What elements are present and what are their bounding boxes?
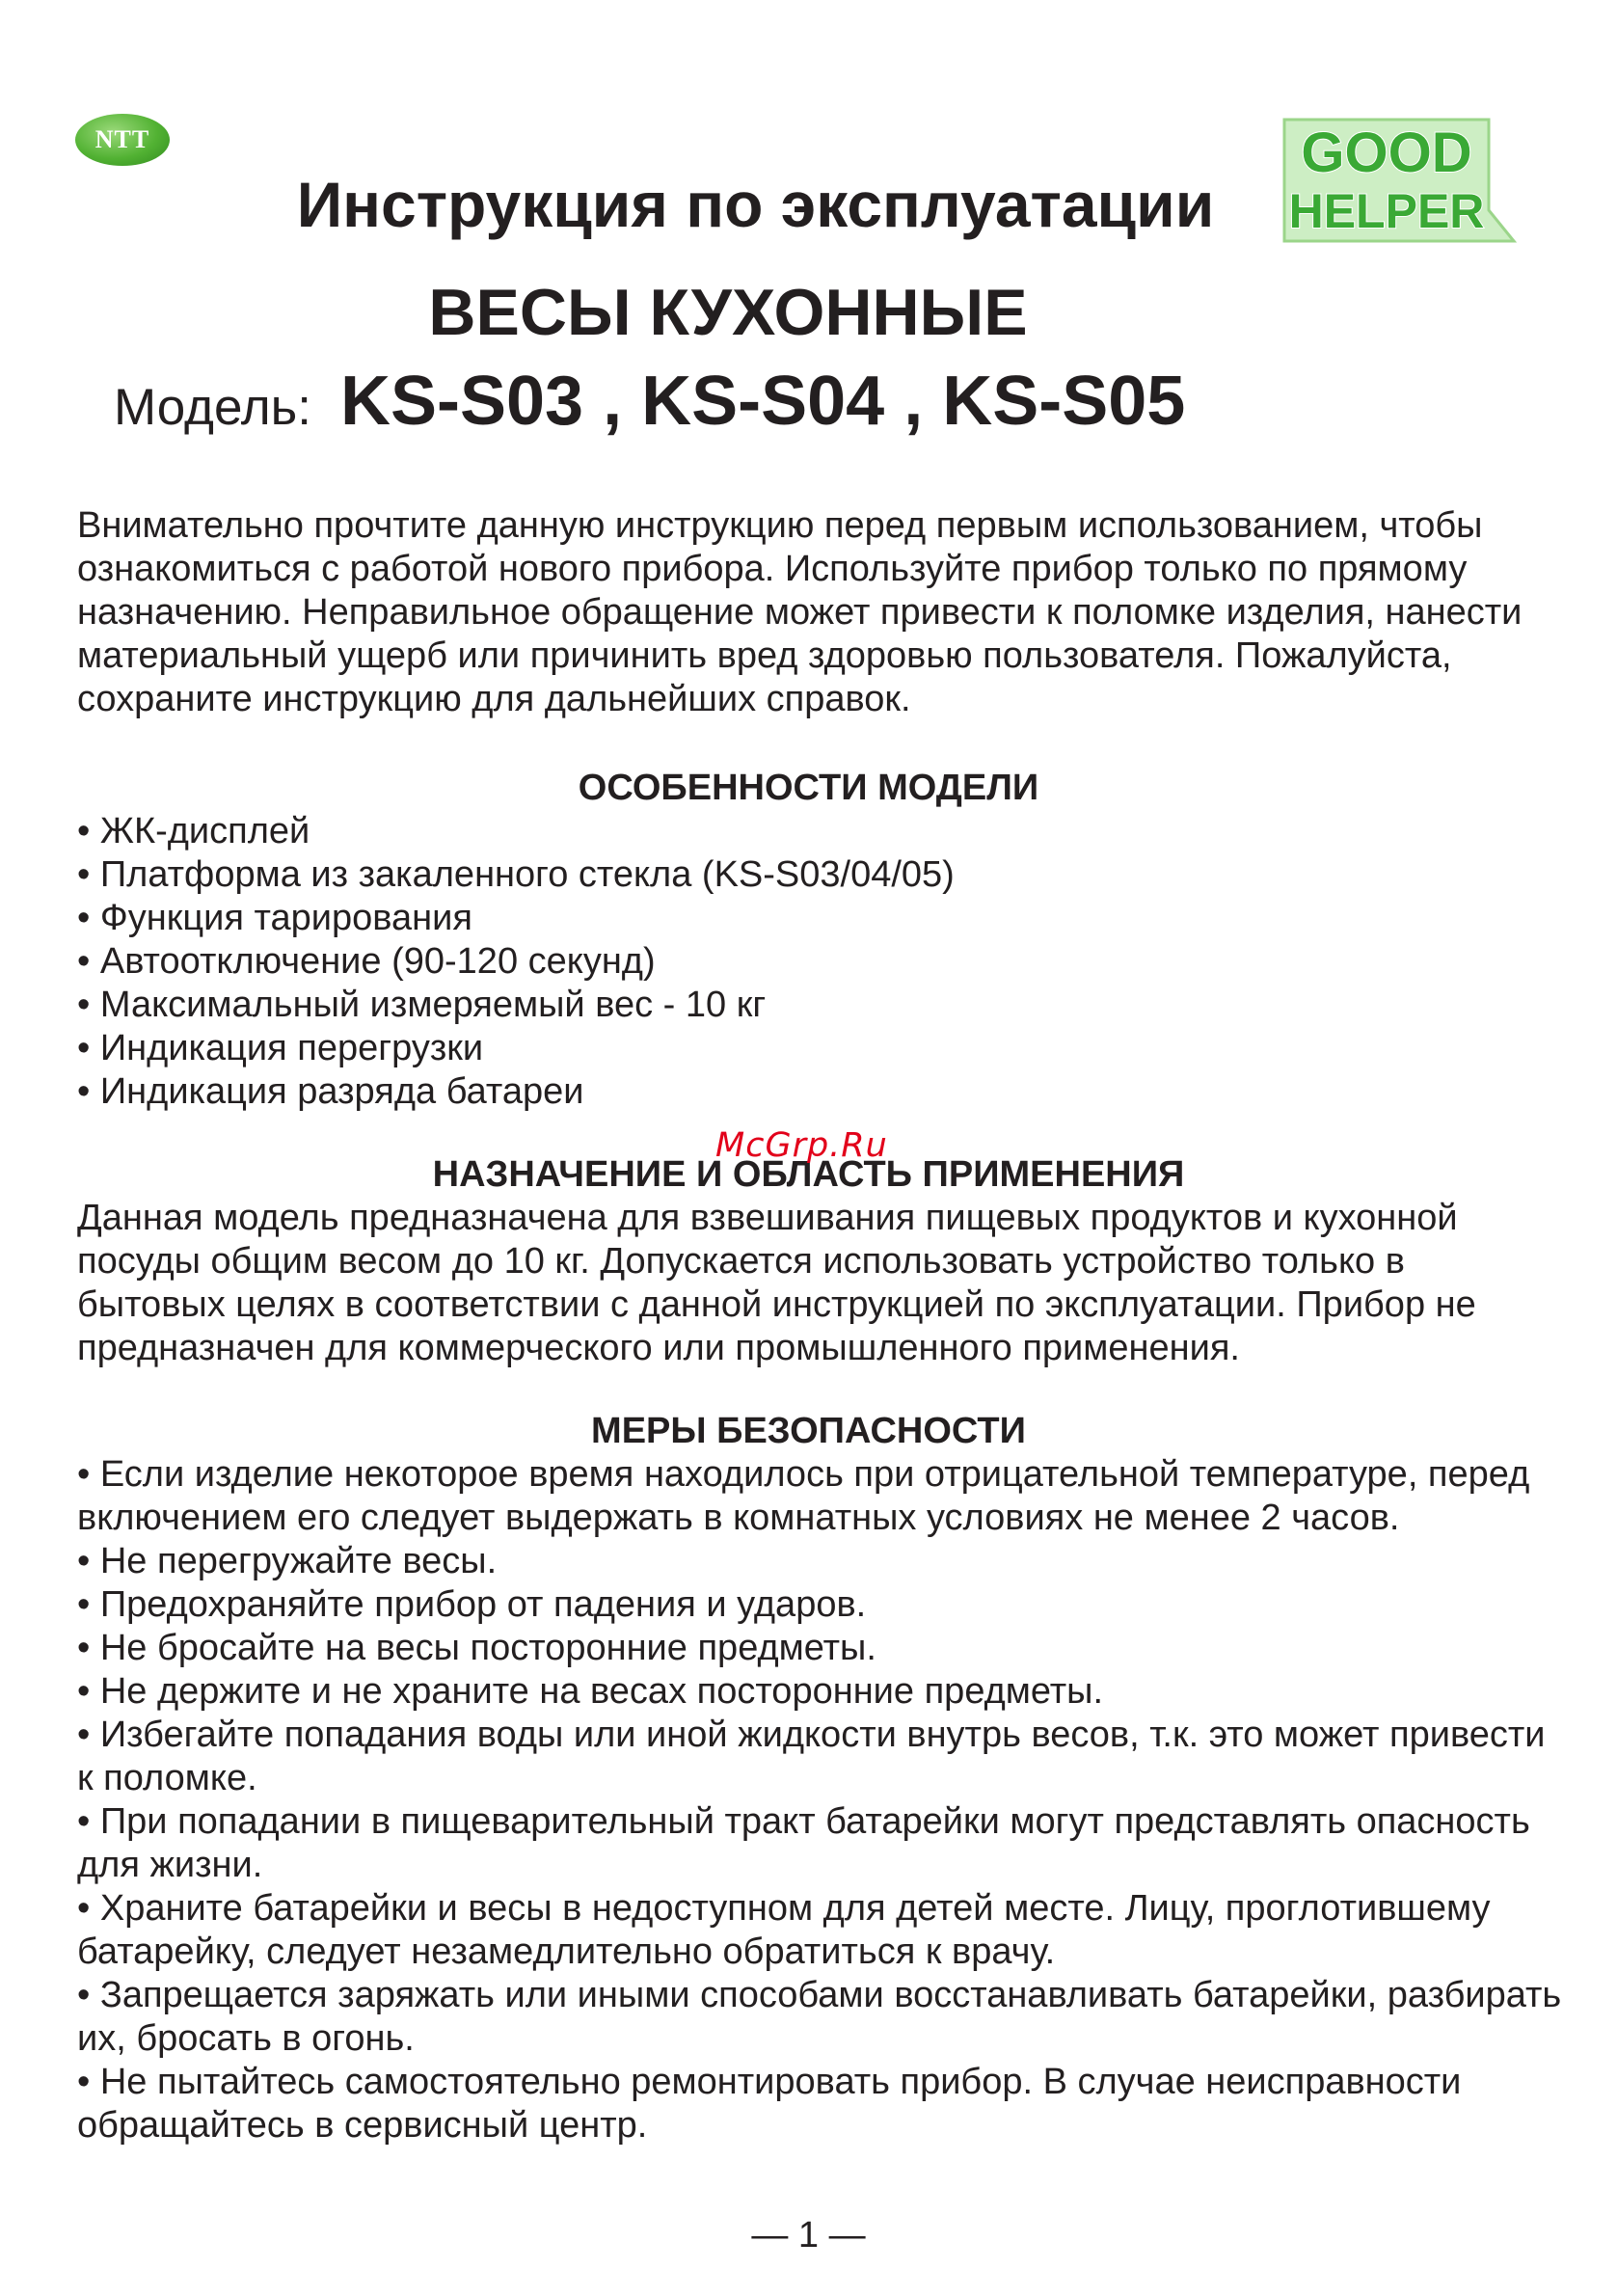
safety-item: • Предохраняйте прибор от падения и ударов. [77, 1584, 867, 1625]
purpose-heading: НАЗНАЧЕНИЕ И ОБЛАСТЬ ПРИМЕНЕНИЯ [432, 1154, 1185, 1195]
safety-item: • Храните батарейки и весы в недоступном для детей месте. Лицу, проглотившему батарейку, следует незамедлительно обратиться к врачу. [77, 1888, 1491, 1972]
feature-item: • Максимальный измеряемый вес - 10 кг [77, 985, 767, 1025]
feature-item: • ЖК-дисплей [77, 811, 310, 851]
safety-item: • Если изделие некоторое время находилось при отрицательной температуре, перед включением его следует выдержать в комнатных условиях не менее 2 часов. [77, 1454, 1530, 1538]
safety-item: • Не держите и не храните на весах посторонние предметы. [77, 1671, 1104, 1712]
feature-item: • Индикация перегрузки [77, 1028, 484, 1068]
safety-item: • Не пытайтесь самостоятельно ремонтировать прибор. В случае неисправности обращайтесь в сервисный центр. [77, 2062, 1462, 2146]
model-value: KS-S03 , KS-S04 , KS-S05 [339, 363, 1186, 440]
intro-paragraph: Внимательно прочтите данную инструкцию перед первым использованием, чтобы ознакомиться с работой нового прибора. Используйте прибор только по прямому назначению. Неправильное обращение может привести к поломке изделия, нанести материальный ущерб или причинить вред здоровью пользователя. Пожалуйста, сохраните инструкцию для дальнейших справок. [77, 505, 1523, 719]
safety-item: • При попадании в пищеварительный тракт батарейки могут представлять опасность для жизни. [77, 1801, 1530, 1885]
safety-item: • Запрещается заряжать или иными способами восстанавливать батарейки, разбирать их, бросать в огонь. [77, 1975, 1562, 2059]
document-title: Инструкция по эксплуатации [296, 169, 1215, 240]
feature-item: • Платформа из закаленного стекла (KS-S03/04/05) [77, 854, 955, 895]
safety-item: • Не перегружайте весы. [77, 1541, 498, 1581]
ntt-logo-text: NTT [94, 125, 150, 153]
safety-item: • Избегайте попадания воды или иной жидкости внутрь весов, т.к. это может привести к поломке. [77, 1715, 1546, 1798]
feature-item: • Функция тарирования [77, 898, 472, 938]
brand-line-2: HELPER [1288, 184, 1485, 238]
page-number: — 1 — [751, 2215, 866, 2255]
product-title: ВЕСЫ КУХОННЫЕ [428, 276, 1028, 349]
safety-list [77, 1453, 1562, 2147]
model-label: Модель: [114, 379, 311, 436]
safety-heading: МЕРЫ БЕЗОПАСНОСТИ [591, 1411, 1026, 1451]
feature-item: • Индикация разряда батареи [77, 1071, 584, 1112]
brand-line-1: GOOD [1301, 122, 1472, 184]
watermark: McGrp.Ru [715, 1126, 888, 1165]
feature-item: • Автоотключение (90-120 секунд) [77, 941, 656, 982]
features-heading: ОСОБЕННОСТИ МОДЕЛИ [578, 768, 1039, 808]
ntt-logo [75, 114, 170, 166]
purpose-paragraph: Данная модель предназначена для взвешивания пищевых продуктов и кухонной посуды общим весом до 10 кг. Допускается использовать устройство только в бытовых целях в соответствии с данной инструкцией по эксплуатации. Прибор не предназначен для коммерческого или промышленного применения. [77, 1198, 1476, 1368]
features-list [77, 810, 1562, 1114]
model-line [114, 359, 1185, 463]
safety-item: • Не бросайте на весы посторонние предметы. [77, 1628, 876, 1668]
